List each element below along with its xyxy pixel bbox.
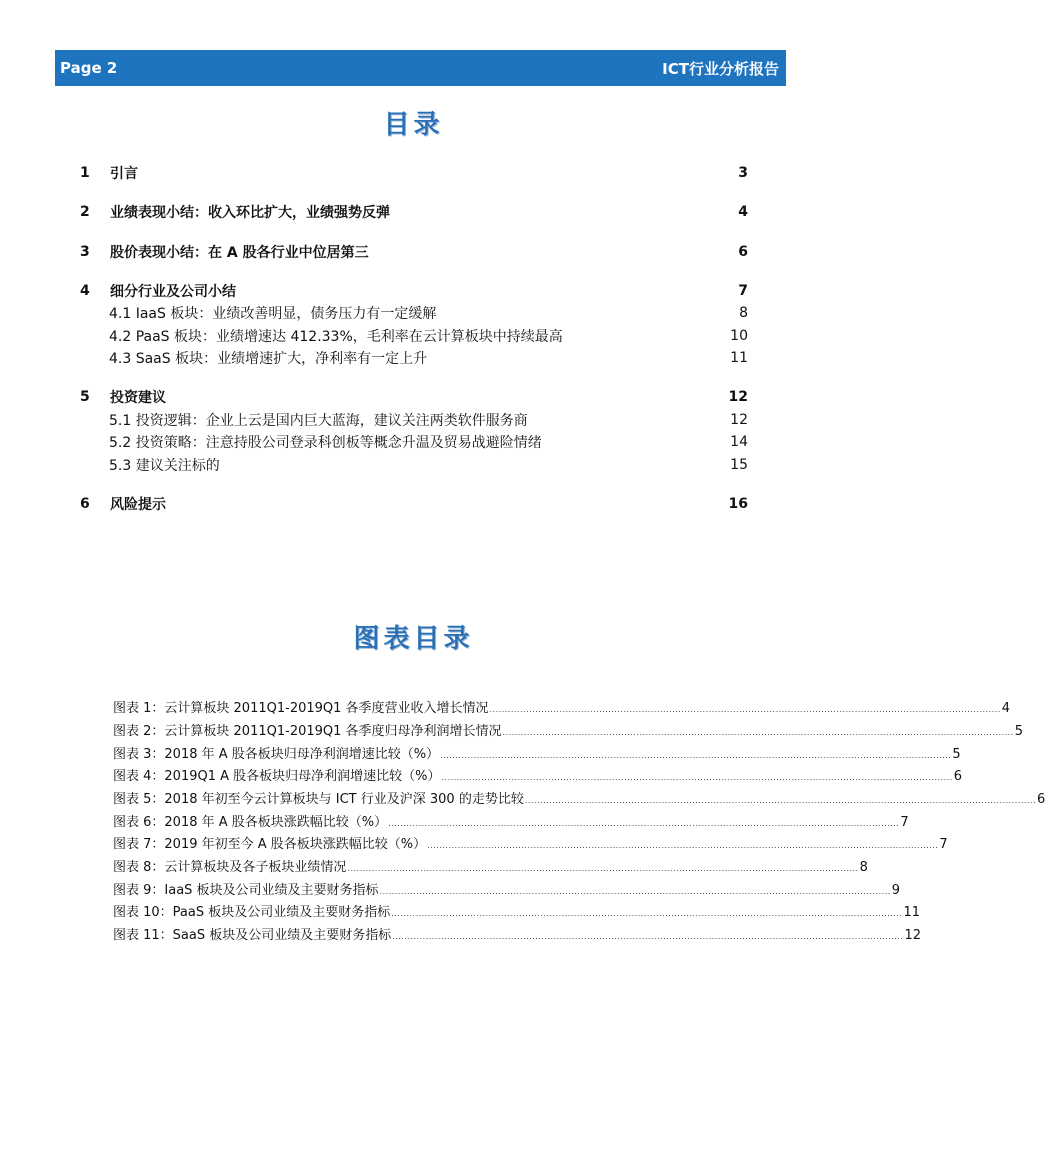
toc-entry-number: 1 [80, 165, 90, 181]
toc-entry[interactable] [80, 494, 748, 514]
page-header-bar [55, 50, 786, 86]
toc-entry[interactable] [80, 202, 748, 222]
toc-entry-text: 引言 [110, 166, 138, 182]
dot-leader: ........................................................................................................................................................................ [388, 819, 900, 828]
figure-entry-page: 12 [904, 928, 922, 943]
figure-entry-page: 6 [1037, 792, 1045, 807]
dot-leader: ........................................................................................................................................................................ [502, 728, 1014, 737]
dot-leader: ........................................................................................................................................................................ [392, 932, 904, 941]
dot-leader: ........................................................................................................................................................................ [391, 909, 903, 918]
toc-entry[interactable] [80, 163, 748, 183]
figure-entry-text: 图表 11：SaaS 板块及公司业绩及主要财务指标 [113, 928, 392, 943]
figure-entry-text: 图表 7：2019 年初至今 A 股各板块涨跌幅比较（%） [113, 837, 427, 852]
toc-title: 目录 [383, 110, 444, 140]
dot-leader: ........................................................................................................................................................................ [440, 751, 952, 760]
figure-entry-text: 图表 5：2018 年初至今云计算板块与 ICT 行业及沪深 300 的走势比较 [113, 792, 524, 807]
figure-entry-page: 5 [952, 747, 961, 762]
toc-entry-page: 8 [739, 305, 748, 321]
dot-leader: ........................................................................................................................................................................ [427, 841, 939, 850]
figure-entry-text: 图表 1：云计算板块 2011Q1-2019Q1 各季度营业收入增长情况 [113, 701, 489, 716]
toc-entry-text: 股价表现小结：在 A 股各行业中位居第三 [110, 245, 369, 261]
figure-entry[interactable] [113, 811, 909, 830]
figure-entry[interactable] [113, 901, 921, 920]
figure-entry[interactable] [113, 788, 1045, 807]
toc-subentry[interactable] [109, 432, 748, 452]
figure-entry[interactable] [113, 720, 1024, 739]
figure-entry-page: 7 [900, 815, 909, 830]
toc-entry-text: 4.3 SaaS 板块：业绩增速扩大，净利率有一定上升 [109, 351, 428, 367]
toc-entry-page: 11 [730, 350, 748, 366]
toc-entry-number: 3 [80, 244, 90, 260]
figure-entry-text: 图表 10：PaaS 板块及公司业绩及主要财务指标 [113, 905, 391, 920]
figure-entry[interactable] [113, 856, 868, 875]
toc-entry-page: 4 [738, 204, 748, 220]
toc-subentry[interactable] [109, 455, 748, 475]
figure-entry-text: 图表 9：IaaS 板块及公司业绩及主要财务指标 [113, 883, 379, 898]
figure-entry-page: 4 [1001, 701, 1011, 716]
toc-entry-page: 15 [730, 457, 748, 473]
toc-entry-text: 投资建议 [110, 390, 166, 406]
toc-entry[interactable] [80, 387, 748, 407]
page-label: Page 2 [60, 59, 118, 77]
figure-entry-page: 5 [1014, 724, 1024, 739]
figure-entry-text: 图表 2：云计算板块 2011Q1-2019Q1 各季度归母净利润增长情况 [113, 724, 502, 739]
figure-entry[interactable] [113, 833, 948, 852]
figure-entry-text: 图表 3：2018 年 A 股各板块归母净利润增速比较（%） [113, 747, 440, 762]
toc-entry-text: 4.1 IaaS 板块：业绩改善明显，债务压力有一定缓解 [109, 306, 437, 322]
figures-list-title: 图表目录 [353, 624, 474, 654]
toc-entry[interactable] [80, 281, 748, 301]
toc-entry-text: 4.2 PaaS 板块：业绩增速达 412.33%，毛利率在云计算板块中持续最高 [109, 329, 563, 345]
dot-leader: ........................................................................................................................................................................ [489, 705, 1001, 714]
figure-entry-page: 6 [953, 769, 963, 784]
toc-entry-text: 5.2 投资策略：注意持股公司登录科创板等概念升温及贸易战避险情绪 [109, 435, 542, 451]
toc-entry-text: 细分行业及公司小结 [110, 284, 236, 300]
figure-entry-text: 图表 4：2019Q1 A 股各板块归母净利润增速比较（%） [113, 769, 441, 784]
toc-entry-page: 12 [730, 412, 748, 428]
figure-entry[interactable] [113, 924, 922, 943]
toc-entry-page: 12 [728, 389, 748, 405]
figure-entry[interactable] [113, 765, 963, 784]
toc-entry-number: 5 [80, 389, 90, 405]
toc-entry-text: 5.1 投资逻辑：企业上云是国内巨大蓝海，建议关注两类软件服务商 [109, 413, 528, 429]
toc-entry-text: 业绩表现小结：收入环比扩大，业绩强势反弹 [110, 205, 390, 221]
toc-entry[interactable] [80, 242, 748, 262]
toc-entry-text: 风险提示 [110, 497, 166, 513]
toc-subentry[interactable] [109, 303, 748, 323]
toc-entry-number: 2 [80, 204, 90, 220]
figure-entry-page: 11 [903, 905, 921, 920]
toc-entry-page: 10 [730, 328, 748, 344]
figure-entry-page: 9 [891, 883, 901, 898]
toc-subentry[interactable] [109, 326, 748, 346]
toc-entry-page: 3 [738, 165, 748, 181]
dot-leader: ........................................................................................................................................................................ [347, 864, 859, 873]
figure-entry[interactable] [113, 743, 961, 762]
report-title: ICT行业分析报告 [662, 59, 779, 78]
figure-entry[interactable] [113, 697, 1011, 716]
toc-entry-text: 5.3 建议关注标的 [109, 458, 220, 474]
dot-leader: ........................................................................................................................................................................ [379, 887, 891, 896]
figure-entry-text: 图表 6：2018 年 A 股各板块涨跌幅比较（%） [113, 815, 388, 830]
toc-entry-number: 4 [80, 283, 90, 299]
toc-entry-number: 6 [80, 496, 90, 512]
toc-entry-page: 7 [738, 283, 748, 299]
figure-entry-page: 7 [939, 837, 948, 852]
dot-leader: ........................................................................................................................................................................ [524, 796, 1037, 805]
toc-subentry[interactable] [109, 410, 748, 430]
toc-subentry[interactable] [109, 348, 748, 368]
toc-entry-page: 14 [730, 434, 748, 450]
figure-entry-text: 图表 8：云计算板块及各子板块业绩情况 [113, 860, 347, 875]
toc-entry-page: 6 [738, 244, 748, 260]
toc-entry-page: 16 [728, 496, 748, 512]
dot-leader: ........................................................................................................................................................................ [441, 773, 953, 782]
figure-entry[interactable] [113, 879, 901, 898]
figure-entry-page: 8 [859, 860, 868, 875]
